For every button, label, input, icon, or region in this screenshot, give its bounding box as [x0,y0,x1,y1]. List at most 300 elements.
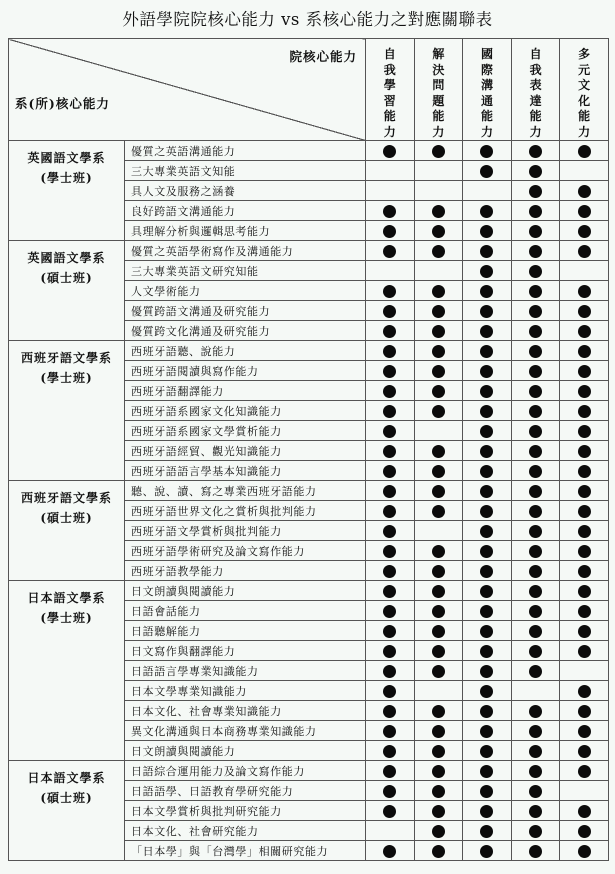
filled-circle-icon [432,385,445,398]
mapping-cell [463,481,512,501]
skill-cell: 具人文及服務之涵養 [125,181,366,201]
filled-circle-icon [432,585,445,598]
filled-circle-icon [480,745,493,758]
filled-circle-icon [529,245,542,258]
mapping-cell [366,461,415,481]
mapping-cell [414,161,463,181]
filled-circle-icon [480,785,493,798]
mapping-cell [414,561,463,581]
mapping-cell [560,601,609,621]
filled-circle-icon [383,805,396,818]
mapping-cell [463,461,512,481]
filled-circle-icon [432,665,445,678]
filled-circle-icon [383,625,396,638]
filled-circle-icon [578,225,591,238]
skill-cell: 日本文化、社會專業知識能力 [125,701,366,721]
filled-circle-icon [480,485,493,498]
mapping-cell [366,721,415,741]
filled-circle-icon [480,765,493,778]
mapping-cell [366,241,415,261]
filled-circle-icon [432,805,445,818]
filled-circle-icon [432,405,445,418]
mapping-cell [463,401,512,421]
mapping-cell [511,481,560,501]
mapping-cell [414,681,463,701]
filled-circle-icon [578,685,591,698]
mapping-cell [366,741,415,761]
mapping-cell [511,681,560,701]
filled-circle-icon [432,445,445,458]
filled-circle-icon [480,465,493,478]
filled-circle-icon [432,545,445,558]
mapping-cell [560,221,609,241]
mapping-cell [414,421,463,441]
mapping-cell [414,441,463,461]
mapping-cell [511,621,560,641]
mapping-cell [560,141,609,161]
filled-circle-icon [432,285,445,298]
filled-circle-icon [578,545,591,558]
filled-circle-icon [480,325,493,338]
program-level: (學士班) [40,611,93,625]
mapping-cell [414,141,463,161]
filled-circle-icon [383,785,396,798]
filled-circle-icon [529,625,542,638]
mapping-cell [560,241,609,261]
mapping-cell [463,701,512,721]
filled-circle-icon [529,645,542,658]
mapping-cell [463,181,512,201]
filled-circle-icon [383,705,396,718]
filled-circle-icon [383,385,396,398]
filled-circle-icon [432,305,445,318]
mapping-cell [511,661,560,681]
mapping-cell [414,741,463,761]
mapping-cell [414,281,463,301]
mapping-cell [463,601,512,621]
skill-cell: 西班牙語世界文化之賞析與批判能力 [125,501,366,521]
skill-cell: 日文朗讀與閱讀能力 [125,741,366,761]
filled-circle-icon [383,745,396,758]
skill-cell: 三大專業英語文知能 [125,161,366,181]
filled-circle-icon [383,845,396,858]
filled-circle-icon [578,305,591,318]
column-header-self-learning: 自我學習能力 [366,39,415,141]
mapping-cell [366,321,415,341]
mapping-cell [560,521,609,541]
skill-cell: 「日本學」與「台灣學」相關研究能力 [125,841,366,861]
department-name: 日本語文學系 [27,591,106,605]
filled-circle-icon [578,185,591,198]
filled-circle-icon [432,785,445,798]
skill-cell: 西班牙語翻譯能力 [125,381,366,401]
filled-circle-icon [529,725,542,738]
mapping-cell [560,401,609,421]
mapping-cell [366,561,415,581]
mapping-cell [511,581,560,601]
filled-circle-icon [578,145,591,158]
mapping-cell [511,201,560,221]
table-row [9,481,609,501]
filled-circle-icon [432,565,445,578]
mapping-cell [366,601,415,621]
department-cell [9,141,125,241]
filled-circle-icon [480,285,493,298]
mapping-cell [560,321,609,341]
filled-circle-icon [383,425,396,438]
filled-circle-icon [432,725,445,738]
department-name: 英國語文學系 [27,151,106,165]
mapping-cell [414,701,463,721]
mapping-cell [560,661,609,681]
mapping-cell [511,721,560,741]
mapping-cell [463,301,512,321]
mapping-cell [414,401,463,421]
department-cell [9,481,125,581]
mapping-cell [414,841,463,861]
filled-circle-icon [383,665,396,678]
filled-circle-icon [529,505,542,518]
filled-circle-icon [578,805,591,818]
mapping-cell [414,821,463,841]
filled-circle-icon [578,625,591,638]
mapping-cell [414,801,463,821]
skill-cell: 異文化溝通與日本商務專業知識能力 [125,721,366,741]
mapping-cell [366,621,415,641]
filled-circle-icon [432,825,445,838]
filled-circle-icon [578,325,591,338]
mapping-cell [560,701,609,721]
mapping-cell [463,521,512,541]
mapping-cell [511,821,560,841]
filled-circle-icon [432,605,445,618]
mapping-cell [414,461,463,481]
mapping-cell [560,821,609,841]
mapping-cell [560,541,609,561]
table-row [9,341,609,361]
mapping-cell [463,681,512,701]
mapping-cell [560,681,609,701]
filled-circle-icon [529,345,542,358]
skill-cell: 人文學術能力 [125,281,366,301]
skill-cell: 日文朗讀與閱讀能力 [125,581,366,601]
mapping-cell [511,281,560,301]
filled-circle-icon [529,545,542,558]
mapping-cell [366,201,415,221]
mapping-cell [511,441,560,461]
mapping-cell [560,761,609,781]
mapping-cell [414,721,463,741]
mapping-cell [511,161,560,181]
competency-mapping-table [8,38,609,861]
mapping-cell [560,421,609,441]
filled-circle-icon [529,605,542,618]
mapping-cell [366,441,415,461]
filled-circle-icon [529,425,542,438]
filled-circle-icon [578,705,591,718]
mapping-cell [366,581,415,601]
mapping-cell [463,801,512,821]
filled-circle-icon [578,565,591,578]
mapping-cell [511,181,560,201]
skill-cell: 優質跨文化溝通及研究能力 [125,321,366,341]
filled-circle-icon [480,225,493,238]
filled-circle-icon [480,405,493,418]
filled-circle-icon [529,465,542,478]
mapping-cell [463,501,512,521]
filled-circle-icon [383,465,396,478]
skill-cell: 優質之英語溝通能力 [125,141,366,161]
mapping-cell [560,281,609,301]
mapping-cell [511,421,560,441]
filled-circle-icon [529,705,542,718]
filled-circle-icon [529,305,542,318]
program-level: (學士班) [40,171,93,185]
mapping-cell [414,641,463,661]
skill-cell: 優質跨語文溝通及研究能力 [125,301,366,321]
filled-circle-icon [578,825,591,838]
filled-circle-icon [383,645,396,658]
filled-circle-icon [432,325,445,338]
filled-circle-icon [480,365,493,378]
filled-circle-icon [480,805,493,818]
filled-circle-icon [432,745,445,758]
filled-circle-icon [529,825,542,838]
skill-cell: 西班牙語系國家文化知識能力 [125,401,366,421]
filled-circle-icon [529,265,542,278]
mapping-cell [560,341,609,361]
mapping-cell [463,381,512,401]
column-header-international-communication: 國際溝通能力 [463,39,512,141]
mapping-cell [414,541,463,561]
filled-circle-icon [383,365,396,378]
filled-circle-icon [383,725,396,738]
filled-circle-icon [383,445,396,458]
mapping-cell [560,801,609,821]
mapping-cell [511,801,560,821]
mapping-cell [511,641,560,661]
mapping-cell [366,661,415,681]
skill-cell: 良好跨語文溝通能力 [125,201,366,221]
mapping-cell [366,761,415,781]
mapping-cell [560,481,609,501]
filled-circle-icon [578,285,591,298]
department-name: 西班牙語文學系 [20,351,112,365]
mapping-cell [511,321,560,341]
filled-circle-icon [480,565,493,578]
mapping-cell [366,341,415,361]
skill-cell: 日語綜合運用能力及論文寫作能力 [125,761,366,781]
mapping-cell [560,561,609,581]
filled-circle-icon [480,265,493,278]
filled-circle-icon [578,445,591,458]
skill-cell: 西班牙語系國家文學賞析能力 [125,421,366,441]
filled-circle-icon [529,325,542,338]
mapping-cell [511,241,560,261]
mapping-cell [560,201,609,221]
skill-cell: 日本文學賞析與批判研究能力 [125,801,366,821]
filled-circle-icon [383,245,396,258]
filled-circle-icon [383,305,396,318]
filled-circle-icon [578,745,591,758]
mapping-cell [511,401,560,421]
filled-circle-icon [480,685,493,698]
mapping-cell [366,521,415,541]
table-row [9,761,609,781]
mapping-cell [463,281,512,301]
mapping-cell [511,381,560,401]
skill-cell: 具理解分析與邏輯思考能力 [125,221,366,241]
column-header-self-expression: 自我表達能力 [511,39,560,141]
mapping-cell [414,241,463,261]
filled-circle-icon [529,205,542,218]
filled-circle-icon [480,525,493,538]
mapping-cell [463,661,512,681]
mapping-cell [366,381,415,401]
mapping-cell [414,361,463,381]
mapping-cell [414,381,463,401]
college-competency-label: 院核心能力 [289,49,357,64]
filled-circle-icon [383,685,396,698]
filled-circle-icon [432,845,445,858]
filled-circle-icon [529,365,542,378]
filled-circle-icon [529,405,542,418]
mapping-cell [414,341,463,361]
filled-circle-icon [480,145,493,158]
filled-circle-icon [383,765,396,778]
mapping-cell [560,721,609,741]
mapping-cell [560,641,609,661]
mapping-cell [414,661,463,681]
filled-circle-icon [529,845,542,858]
mapping-cell [511,601,560,621]
filled-circle-icon [383,345,396,358]
filled-circle-icon [432,365,445,378]
mapping-cell [511,141,560,161]
mapping-cell [463,721,512,741]
filled-circle-icon [529,585,542,598]
corner-header-cell [9,39,366,141]
mapping-cell [366,481,415,501]
mapping-cell [511,361,560,381]
filled-circle-icon [480,505,493,518]
program-level: (學士班) [40,371,93,385]
filled-circle-icon [529,185,542,198]
filled-circle-icon [432,625,445,638]
filled-circle-icon [383,505,396,518]
mapping-cell [366,641,415,661]
mapping-cell [560,581,609,601]
filled-circle-icon [383,565,396,578]
mapping-cell [560,781,609,801]
mapping-cell [463,321,512,341]
filled-circle-icon [432,205,445,218]
mapping-cell [366,681,415,701]
mapping-cell [366,301,415,321]
filled-circle-icon [529,525,542,538]
filled-circle-icon [578,525,591,538]
mapping-cell [560,161,609,181]
filled-circle-icon [383,225,396,238]
filled-circle-icon [432,645,445,658]
filled-circle-icon [480,545,493,558]
filled-circle-icon [383,605,396,618]
column-header-multicultural: 多元文化能力 [560,39,609,141]
mapping-cell [463,841,512,861]
filled-circle-icon [383,405,396,418]
mapping-cell [463,141,512,161]
filled-circle-icon [432,505,445,518]
skill-cell: 日本文化、社會研究能力 [125,821,366,841]
mapping-cell [463,421,512,441]
filled-circle-icon [529,385,542,398]
filled-circle-icon [529,745,542,758]
filled-circle-icon [432,345,445,358]
filled-circle-icon [529,565,542,578]
filled-circle-icon [529,145,542,158]
program-level: (碩士班) [40,791,93,805]
mapping-cell [511,221,560,241]
mapping-cell [463,581,512,601]
mapping-cell [560,361,609,381]
filled-circle-icon [480,845,493,858]
mapping-cell [511,521,560,541]
mapping-cell [511,761,560,781]
mapping-cell [366,781,415,801]
skill-cell: 西班牙語學術研究及論文寫作能力 [125,541,366,561]
filled-circle-icon [529,285,542,298]
filled-circle-icon [578,605,591,618]
mapping-cell [560,301,609,321]
mapping-cell [463,261,512,281]
mapping-cell [414,621,463,641]
filled-circle-icon [480,385,493,398]
filled-circle-icon [383,205,396,218]
mapping-cell [366,261,415,281]
mapping-cell [414,261,463,281]
mapping-cell [560,181,609,201]
filled-circle-icon [529,225,542,238]
filled-circle-icon [578,485,591,498]
department-cell [9,241,125,341]
mapping-cell [511,781,560,801]
mapping-cell [366,141,415,161]
header-row [9,39,609,141]
mapping-cell [511,701,560,721]
mapping-cell [414,221,463,241]
mapping-cell [511,741,560,761]
filled-circle-icon [480,165,493,178]
program-level: (碩士班) [40,511,93,525]
skill-cell: 西班牙語閱讀與寫作能力 [125,361,366,381]
mapping-cell [560,381,609,401]
column-header-problem-solving: 解決問題能力 [414,39,463,141]
filled-circle-icon [480,445,493,458]
mapping-cell [560,441,609,461]
mapping-cell [366,361,415,381]
filled-circle-icon [578,585,591,598]
skill-cell: 日本文學專業知識能力 [125,681,366,701]
filled-circle-icon [578,765,591,778]
mapping-cell [511,501,560,521]
mapping-cell [366,501,415,521]
mapping-cell [414,181,463,201]
mapping-cell [511,561,560,581]
filled-circle-icon [383,525,396,538]
mapping-cell [560,501,609,521]
mapping-cell [366,221,415,241]
filled-circle-icon [480,725,493,738]
